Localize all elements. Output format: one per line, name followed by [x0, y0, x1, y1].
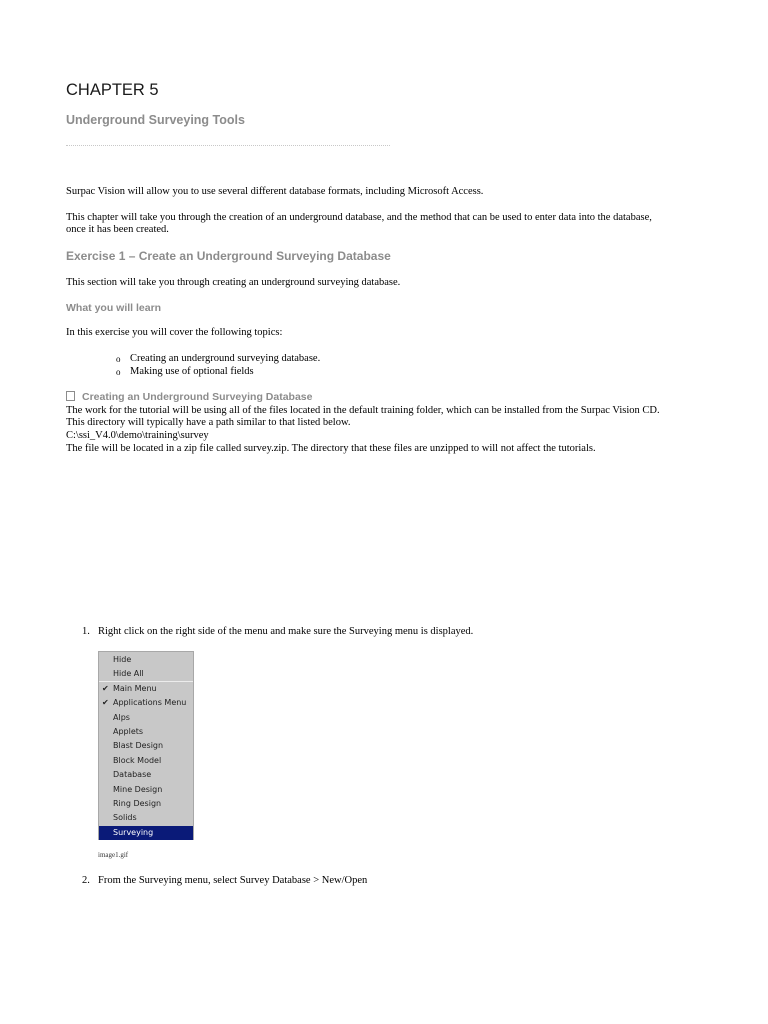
menu-item-main-menu[interactable] [99, 682, 193, 696]
bullet-icon: o [116, 354, 121, 364]
menu-item-label: Alps [113, 712, 130, 722]
menu-item-mine-design[interactable] [99, 783, 193, 797]
menu-item-label: Hide [113, 655, 132, 664]
menu-item-label: Applets [113, 727, 144, 736]
menu-item-label: Blast Design [113, 741, 164, 751]
menu-item-applications-menu[interactable] [99, 696, 193, 710]
missing-glyph-icon [66, 391, 75, 401]
menu-item-label: Mine Design [113, 784, 163, 794]
section-line-1: The work for the tutorial will be using all of the files located in the default training folder, which can be installed from the Surpac Vision CD. [66, 405, 660, 416]
step-number: 1. [82, 626, 90, 637]
step-number: 2. [82, 875, 90, 886]
menu-item-label: Database [113, 770, 152, 780]
file-path: C:\ssi_V4.0\demo\training\survey [66, 430, 209, 441]
menu-item-solids[interactable] [99, 811, 193, 825]
exercise-heading: Exercise 1 – Create an Underground Surveying Database [66, 249, 391, 263]
learn-heading: What you will learn [66, 302, 162, 314]
section-heading-text: Creating an Underground Surveying Database [82, 391, 313, 403]
step-text: Right click on the right side of the menu and make sure the Surveying menu is displayed. [98, 626, 474, 637]
list-item-text: Making use of optional fields [130, 366, 254, 377]
dotted-divider [66, 145, 390, 146]
menu-item-hide-all[interactable] [99, 667, 193, 681]
list-item-text: Creating an underground surveying database. [130, 353, 321, 364]
menu-item-label: Applications Menu [113, 698, 187, 708]
menu-item-applets[interactable] [99, 725, 193, 739]
menu-item-label: Main Menu [113, 683, 157, 693]
intro-paragraph-2-line-1: This chapter will take you through the creation of an underground database, and the method that can be used to enter data into the database, [66, 212, 652, 223]
menu-item-block-model[interactable] [99, 754, 193, 768]
intro-paragraph-1: Surpac Vision will allow you to use several different database formats, including Microsoft Access. [66, 186, 484, 197]
bullet-icon: o [116, 367, 121, 377]
menu-item-database[interactable] [99, 768, 193, 782]
checkmark-icon: ✔ [102, 683, 109, 693]
section-heading [66, 391, 312, 403]
chapter-subtitle: Underground Surveying Tools [66, 113, 245, 127]
section-line-2: This directory will typically have a path similar to that listed below. [66, 417, 351, 428]
menu-item-label: Solids [113, 813, 137, 823]
section-line-4: The file will be located in a zip file called survey.zip. The directory that these files are unzipped to will not affect the tutorials. [66, 443, 596, 454]
intro-paragraph-2-line-2: once it has been created. [66, 224, 169, 235]
menu-item-label: Hide All [113, 669, 144, 679]
step-text: From the Surveying menu, select Survey Database > New/Open [98, 875, 368, 886]
exercise-intro: This section will take you through creating an underground surveying database. [66, 277, 401, 288]
menu-item-label: Ring Design [113, 799, 162, 808]
menu-item-alps[interactable] [99, 711, 193, 725]
menu-item-label: Block Model [113, 755, 162, 765]
chapter-title: CHAPTER 5 [66, 81, 159, 99]
menu-item-ring-design[interactable] [99, 797, 193, 811]
menu-item-surveying[interactable] [99, 826, 193, 840]
context-menu-screenshot [98, 651, 194, 840]
checkmark-icon: ✔ [102, 698, 109, 708]
menu-item-label: Surveying [113, 827, 154, 837]
menu-item-blast-design[interactable] [99, 739, 193, 753]
menu-item-hide[interactable] [99, 653, 193, 667]
image-caption: image1.gif [98, 851, 129, 859]
learn-intro: In this exercise you will cover the following topics: [66, 327, 283, 338]
